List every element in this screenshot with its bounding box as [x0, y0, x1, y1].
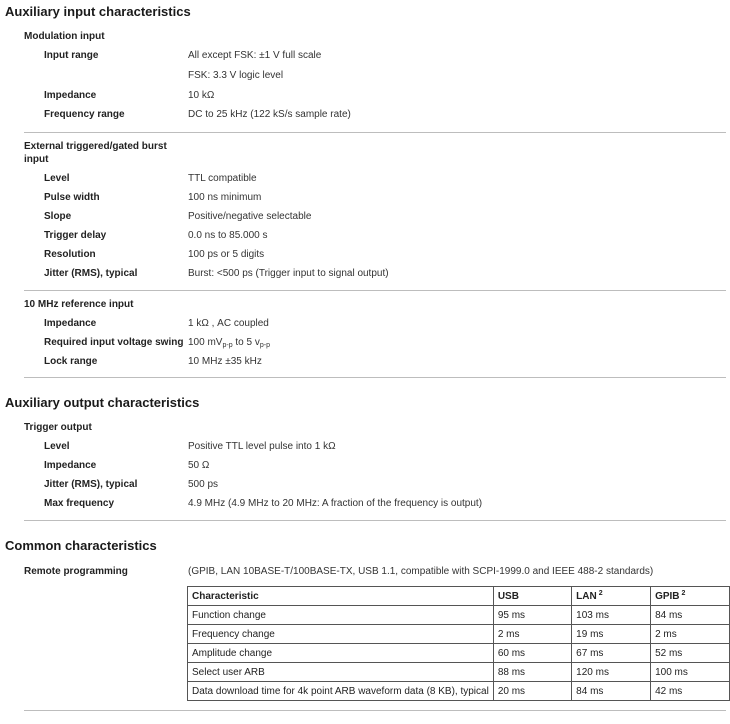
table-cell: 103 ms [572, 606, 651, 625]
frequency-range-label: Frequency range [44, 109, 125, 120]
ext-trigger-title-line1: External triggered/gated burst [24, 141, 167, 152]
out-jitter-value: 500 ps [188, 479, 219, 490]
voltage-swing-value [188, 337, 270, 349]
th-gpib [651, 587, 730, 606]
impedance-value: 10 kΩ [188, 90, 215, 101]
timing-table [187, 586, 730, 701]
th-lan-label: LAN [576, 591, 597, 602]
swing-sub-1: p-p [222, 342, 233, 349]
out-jitter-label: Jitter (RMS), typical [44, 479, 138, 490]
table-cell: 120 ms [572, 663, 651, 682]
level-value: TTL compatible [188, 173, 257, 184]
divider [24, 132, 726, 133]
table-cell: 95 ms [493, 606, 571, 625]
trigger-output-title: Trigger output [24, 422, 92, 433]
divider [24, 377, 726, 378]
table-cell: 84 ms [651, 606, 730, 625]
modulation-input-title: Modulation input [24, 31, 105, 42]
input-range-value-2: FSK: 3.3 V logic level [188, 70, 284, 81]
th-lan [572, 587, 651, 606]
ref-impedance-label: Impedance [44, 318, 97, 329]
table-row [188, 606, 730, 625]
ref-impedance-value: 1 kΩ , AC coupled [188, 318, 269, 329]
table-cell: 20 ms [493, 682, 571, 701]
table-cell: 52 ms [651, 644, 730, 663]
table-cell: Select user ARB [188, 663, 494, 682]
frequency-range-value: DC to 25 kHz (122 kS/s sample rate) [188, 109, 351, 120]
th-usb: USB [493, 587, 571, 606]
aux-input-heading: Auxiliary input characteristics [5, 4, 191, 19]
table-cell: Amplitude change [188, 644, 494, 663]
divider [24, 290, 726, 291]
slope-label: Slope [44, 211, 72, 222]
swing-sub-2: p-p [259, 342, 270, 349]
divider [24, 710, 726, 711]
common-heading: Common characteristics [5, 538, 157, 553]
ext-trigger-title-line2: input [24, 154, 49, 165]
pulse-width-label: Pulse width [44, 192, 100, 203]
table-cell: Data download time for 4k point ARB waveform data (8 KB), typical [188, 682, 494, 701]
swing-min: 100 mV [188, 337, 223, 348]
table-row [188, 682, 730, 701]
out-level-label: Level [44, 441, 70, 452]
voltage-swing-label: Required input voltage swing [44, 337, 184, 348]
aux-output-heading: Auxiliary output characteristics [5, 395, 200, 410]
table-cell: 42 ms [651, 682, 730, 701]
table-cell: Frequency change [188, 625, 494, 644]
table-row [188, 663, 730, 682]
jitter-value: Burst: <500 ps (Trigger input to signal output) [188, 268, 389, 279]
out-level-value: Positive TTL level pulse into 1 kΩ [188, 441, 336, 452]
pulse-width-value: 100 ns minimum [188, 192, 262, 203]
table-row [188, 625, 730, 644]
table-cell: Function change [188, 606, 494, 625]
impedance-label: Impedance [44, 90, 97, 101]
table-cell: 100 ms [651, 663, 730, 682]
out-impedance-value: 50 Ω [188, 460, 210, 471]
table-header-row [188, 587, 730, 606]
table-cell: 88 ms [493, 663, 571, 682]
table-cell: 2 ms [651, 625, 730, 644]
footnote-mark: 2 [681, 590, 686, 597]
input-range-label: Input range [44, 50, 99, 61]
lock-range-label: Lock range [44, 356, 98, 367]
slope-value: Positive/negative selectable [188, 211, 312, 222]
jitter-label: Jitter (RMS), typical [44, 268, 138, 279]
th-gpib-label: GPIB [655, 591, 680, 602]
th-characteristic: Characteristic [188, 587, 494, 606]
table-cell: 2 ms [493, 625, 571, 644]
lock-range-value: 10 MHz ±35 kHz [188, 356, 262, 367]
divider [24, 520, 726, 521]
level-label: Level [44, 173, 70, 184]
trigger-delay-label: Trigger delay [44, 230, 107, 241]
remote-programming-label: Remote programming [24, 566, 128, 577]
out-impedance-label: Impedance [44, 460, 97, 471]
trigger-delay-value: 0.0 ns to 85.000 s [188, 230, 268, 241]
remote-programming-value: (GPIB, LAN 10BASE-T/100BASE-TX, USB 1.1, compatible with SCPI-1999.0 and IEEE 488-2 standards) [188, 566, 654, 577]
table-cell: 67 ms [572, 644, 651, 663]
resolution-label: Resolution [44, 249, 96, 260]
max-frequency-value: 4.9 MHz (4.9 MHz to 20 MHz: A fraction of the frequency is output) [188, 498, 483, 509]
swing-max: to 5 v [232, 337, 260, 348]
input-range-value-1: All except FSK: ±1 V full scale [188, 50, 322, 61]
table-cell: 84 ms [572, 682, 651, 701]
table-cell: 19 ms [572, 625, 651, 644]
ref-input-title: 10 MHz reference input [24, 299, 134, 310]
resolution-value: 100 ps or 5 digits [188, 249, 265, 260]
max-frequency-label: Max frequency [44, 498, 115, 509]
table-row [188, 644, 730, 663]
table-cell: 60 ms [493, 644, 571, 663]
footnote-mark: 2 [598, 590, 603, 597]
